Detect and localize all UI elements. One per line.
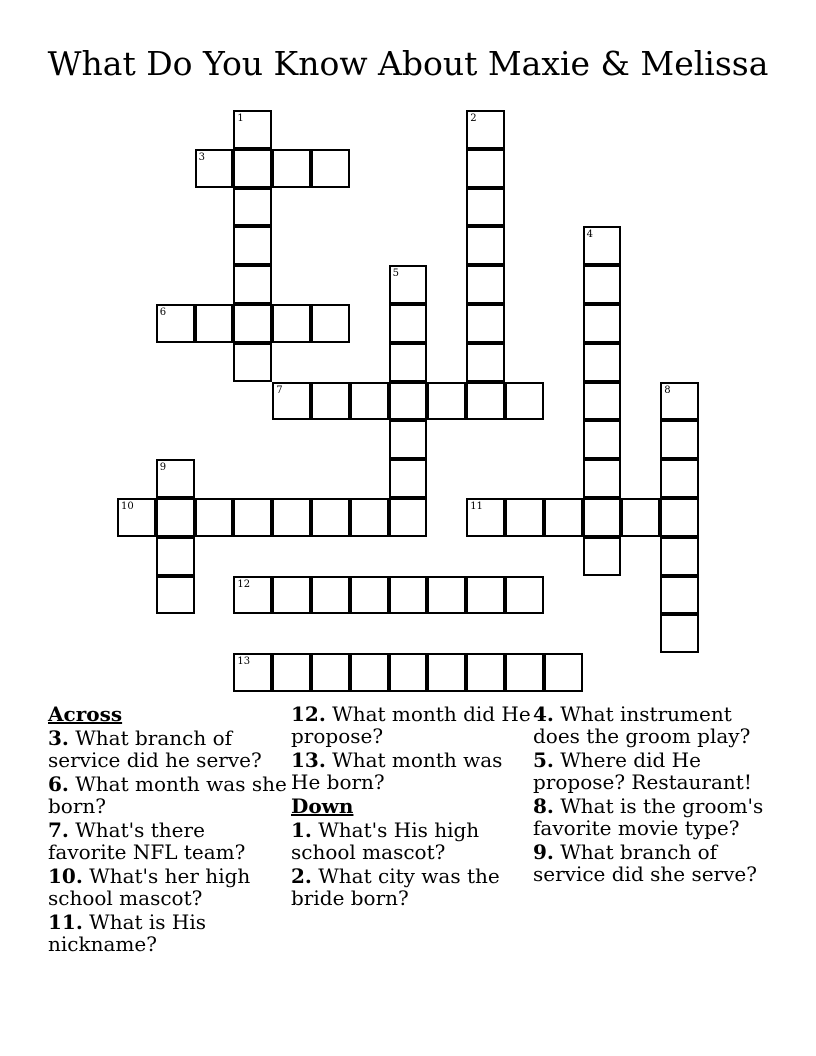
grid-cell[interactable] xyxy=(233,188,272,227)
clue-across-12 xyxy=(291,703,531,747)
clue-text: What branch of service did she serve? xyxy=(533,840,757,886)
down-heading: Down xyxy=(291,794,354,818)
grid-cell[interactable] xyxy=(505,382,544,421)
grid-cell[interactable] xyxy=(583,537,622,576)
grid-cell[interactable] xyxy=(466,576,505,615)
grid-cell[interactable] xyxy=(389,304,428,343)
grid-cell[interactable] xyxy=(350,498,389,537)
clue-text: What is His nickname? xyxy=(48,910,207,956)
clue-text: What's there favorite NFL team? xyxy=(48,818,246,864)
grid-cell[interactable] xyxy=(466,188,505,227)
clue-column-3 xyxy=(533,703,773,887)
grid-cell[interactable] xyxy=(660,614,699,653)
grid-cell[interactable] xyxy=(233,343,272,382)
grid-cell[interactable] xyxy=(389,265,428,304)
grid-cell[interactable] xyxy=(389,343,428,382)
clue-down-8 xyxy=(533,795,773,839)
clue-down-9 xyxy=(533,841,773,885)
grid-cell[interactable] xyxy=(156,498,195,537)
grid-cell[interactable] xyxy=(311,498,350,537)
grid-cell[interactable] xyxy=(583,226,622,265)
grid-cell[interactable] xyxy=(233,110,272,149)
grid-cell[interactable] xyxy=(311,304,350,343)
grid-cell[interactable] xyxy=(466,226,505,265)
clue-text: What month was she born? xyxy=(48,772,287,818)
clue-number: 4. xyxy=(533,702,554,726)
clue-number: 8. xyxy=(533,794,554,818)
cell-number: 6 xyxy=(159,307,167,318)
clue-number: 11. xyxy=(48,910,83,934)
clue-text: What month did He propose? xyxy=(291,702,531,748)
grid-cell[interactable] xyxy=(156,576,195,615)
grid-cell[interactable] xyxy=(156,537,195,576)
grid-cell[interactable] xyxy=(505,653,544,692)
puzzle-title: What Do You Know About Maxie & Melissa xyxy=(47,44,769,83)
clue-text: What's her high school mascot? xyxy=(48,864,251,910)
grid-cell[interactable] xyxy=(466,343,505,382)
grid-cell[interactable] xyxy=(583,343,622,382)
grid-cell[interactable] xyxy=(311,653,350,692)
grid-cell[interactable] xyxy=(233,498,272,537)
grid-cell[interactable] xyxy=(389,382,428,421)
clue-down-5 xyxy=(533,749,773,793)
grid-cell[interactable] xyxy=(583,382,622,421)
grid-cell[interactable] xyxy=(350,653,389,692)
grid-cell[interactable] xyxy=(350,382,389,421)
clue-number: 10. xyxy=(48,864,83,888)
grid-cell[interactable] xyxy=(466,110,505,149)
grid-cell[interactable] xyxy=(466,498,505,537)
grid-cell[interactable] xyxy=(233,653,272,692)
grid-cell[interactable] xyxy=(389,576,428,615)
clue-across-10 xyxy=(48,865,288,909)
clue-text: What city was the bride born? xyxy=(291,864,500,910)
grid-cell[interactable] xyxy=(660,459,699,498)
cell-number: 11 xyxy=(470,501,483,512)
grid-cell[interactable] xyxy=(660,576,699,615)
clue-text: What is the groom's favorite movie type? xyxy=(533,794,764,840)
cell-number: 3 xyxy=(198,151,205,163)
clue-down-4 xyxy=(533,703,773,747)
grid-cell[interactable] xyxy=(505,498,544,537)
clue-number: 1. xyxy=(291,818,312,842)
clue-down-1 xyxy=(291,819,531,863)
grid-cell[interactable] xyxy=(389,498,428,537)
cell-number: 10 xyxy=(121,501,134,512)
grid-cell[interactable] xyxy=(583,304,622,343)
clue-text: What month was He born? xyxy=(291,748,503,794)
grid-cell[interactable] xyxy=(389,653,428,692)
grid-cell[interactable] xyxy=(660,498,699,537)
grid-cell[interactable] xyxy=(195,498,234,537)
grid-cell[interactable] xyxy=(272,576,311,615)
grid-cell[interactable] xyxy=(311,382,350,421)
cell-number: 2 xyxy=(470,113,477,124)
grid-cell[interactable] xyxy=(272,149,311,188)
cell-number: 7 xyxy=(276,384,283,396)
grid-cell[interactable] xyxy=(233,304,272,343)
clue-text: What branch of service did he serve? xyxy=(48,726,262,772)
grid-cell[interactable] xyxy=(311,576,350,615)
grid-cell[interactable] xyxy=(583,420,622,459)
grid-cell[interactable] xyxy=(272,304,311,343)
grid-cell[interactable] xyxy=(660,420,699,459)
grid-cell[interactable] xyxy=(272,382,311,421)
cell-number: 4 xyxy=(586,229,593,241)
clue-across-6 xyxy=(48,773,288,817)
grid-cell[interactable] xyxy=(466,653,505,692)
clue-text: Where did He propose? Restaurant! xyxy=(533,748,752,794)
grid-cell[interactable] xyxy=(427,653,466,692)
grid-cell[interactable] xyxy=(233,149,272,188)
grid-cell[interactable] xyxy=(156,459,195,498)
grid-cell[interactable] xyxy=(272,498,311,537)
grid-cell[interactable] xyxy=(621,498,660,537)
grid-cell[interactable] xyxy=(350,576,389,615)
cell-number: 8 xyxy=(664,384,671,396)
grid-cell[interactable] xyxy=(660,537,699,576)
clue-number: 9. xyxy=(533,840,554,864)
clue-across-11 xyxy=(48,911,288,955)
grid-cell[interactable] xyxy=(660,382,699,421)
clue-number: 12. xyxy=(291,702,326,726)
clue-text: What's His high school mascot? xyxy=(291,818,480,864)
clue-down-2 xyxy=(291,865,531,909)
clue-column-1 xyxy=(48,703,288,957)
grid-cell[interactable] xyxy=(195,149,234,188)
cell-number: 1 xyxy=(237,113,244,124)
clue-number: 7. xyxy=(48,818,69,842)
cell-number: 13 xyxy=(237,656,251,668)
cell-number: 5 xyxy=(392,268,399,280)
grid-cell[interactable] xyxy=(466,304,505,343)
grid-cell[interactable] xyxy=(466,265,505,304)
clue-number: 5. xyxy=(533,748,554,772)
clue-number: 6. xyxy=(48,772,69,796)
clue-across-7 xyxy=(48,819,288,863)
grid-cell[interactable] xyxy=(117,498,156,537)
grid-cell[interactable] xyxy=(544,498,583,537)
clue-number: 2. xyxy=(291,864,312,888)
grid-cell[interactable] xyxy=(195,304,234,343)
grid-cell[interactable] xyxy=(272,653,311,692)
grid-cell[interactable] xyxy=(233,265,272,304)
across-heading: Across xyxy=(48,702,123,726)
clue-text: What instrument does the groom play? xyxy=(533,702,751,748)
clue-number: 13. xyxy=(291,748,326,772)
clue-across-3 xyxy=(48,727,288,771)
grid-cell[interactable] xyxy=(583,265,622,304)
clue-column-2 xyxy=(291,703,531,911)
grid-cell[interactable] xyxy=(389,420,428,459)
cell-number: 9 xyxy=(159,462,167,474)
grid-cell[interactable] xyxy=(505,576,544,615)
grid-cell[interactable] xyxy=(311,149,350,188)
grid-cell[interactable] xyxy=(544,653,583,692)
grid-cell[interactable] xyxy=(427,576,466,615)
grid-cell[interactable] xyxy=(583,498,622,537)
grid-cell[interactable] xyxy=(466,149,505,188)
clue-number: 3. xyxy=(48,726,69,750)
grid-cell[interactable] xyxy=(427,382,466,421)
cell-number: 12 xyxy=(237,578,251,590)
grid-cell[interactable] xyxy=(389,459,428,498)
grid-cell[interactable] xyxy=(583,459,622,498)
grid-cell[interactable] xyxy=(156,304,195,343)
grid-cell[interactable] xyxy=(466,382,505,421)
grid-cell[interactable] xyxy=(233,226,272,265)
grid-cell[interactable] xyxy=(233,576,272,615)
clue-across-13 xyxy=(291,749,531,793)
